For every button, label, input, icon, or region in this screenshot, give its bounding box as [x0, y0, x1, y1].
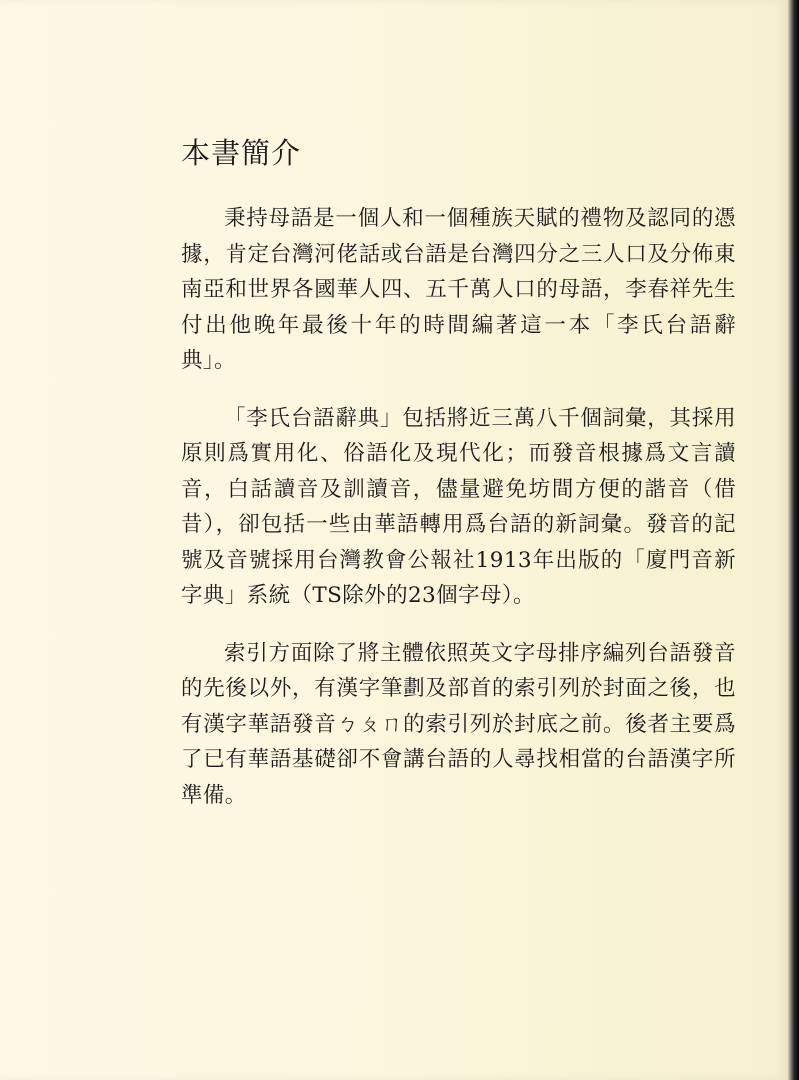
- page-title: 本書簡介: [181, 136, 302, 170]
- text-area: [181, 125, 736, 835]
- page-edge-shadow: [788, 0, 799, 1080]
- paragraph-dictionary-content: 「李氏台語辭典」包括將近三萬八千個詞彙，其採用原則爲實用化、俗語化及現代化；而發音根據爲文言讀音，白話讀音及訓讀音，儘量避免坊間方便的諧音（借昔），卻包括一些由華語轉用爲台語的新詞彙。發音的記號及音號採用台灣教會公報社1913年出版的「廈門音新字典」系統（TS除外的23個字母）。: [181, 405, 736, 608]
- paragraph-index: 索引方面除了將主體依照英文字母排序編列台語發音的先後以外，有漢字筆劃及部首的索引列於封面之後，也有漢字華語發音ㄅㄆㄇ的索引列於封底之前。後者主要爲了已有華語基礎卻不會講台語的人尋找相當的台語漢字所準備。: [181, 640, 736, 808]
- paragraph-intro: 秉持母語是一個人和一個種族天賦的禮物及認同的憑據，肯定台灣河佬話或台語是台灣四分之三人口及分佈東南亞和世界各國華人四、五千萬人口的母語，李春祥先生付出他晚年最後十年的時間編著這一本「李氏台語辭典」。: [181, 206, 736, 373]
